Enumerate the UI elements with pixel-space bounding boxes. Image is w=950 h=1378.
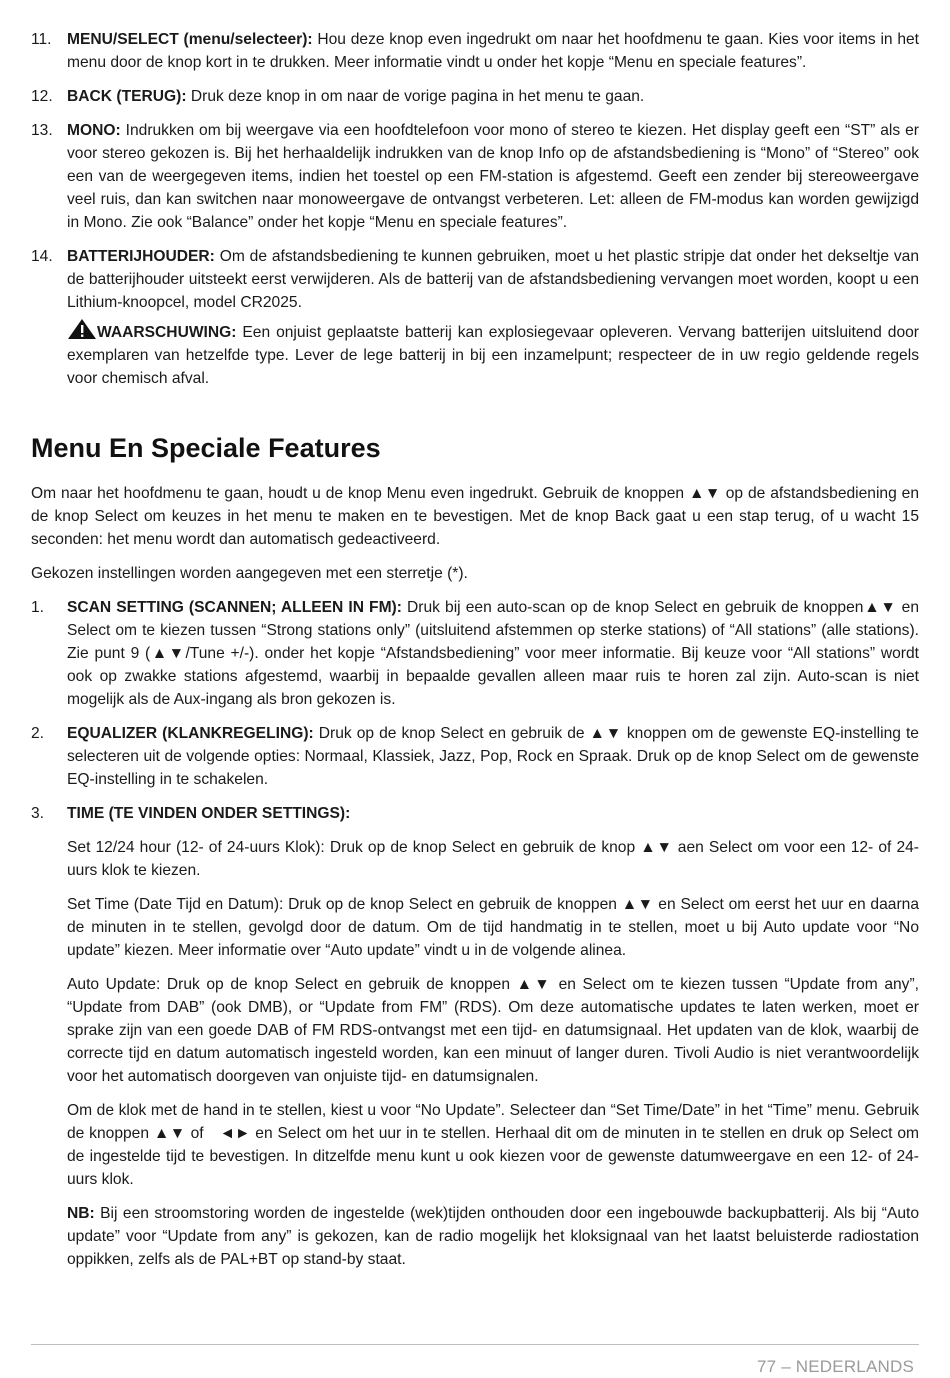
- page-footer: 77 – NEDERLANDS: [756, 1357, 914, 1376]
- item-text: Druk bij een auto-scan op de knop Select en gebruik de knoppen▲▼ en Select om te kiezen tussen “Strong stations only” (uitsluitend afstemmen op sterke stations) of “All stations” (alle stations). Zie punt 9 (▲▼/Tune +/-). onder het kopje “Afstandsbediening” voor meer informatie. Bij keuze voor “All stations” wordt ook op zwakke stations afgestemd, waarbij in bepaalde gevallen alleen maar ruis te horen zal zijn. Auto-scan is niet mogelijk als de Aux-ingang als bron gekozen is.: [67, 599, 919, 708]
- item-label: EQUALIZER (KLANKREGELING):: [67, 725, 314, 742]
- menu-item-equalizer: [31, 722, 919, 791]
- nb-text: Bij een stroomstoring worden de ingestelde (wek)tijden onthouden door een ingebouwde backupbatterij. Als bij “Auto update” voor “Update from any” is gekozen, kan de radio mogelijk het kloksignaal van het laatst beluisterde radiostation oppikken, zelfs als de PAL+BT op stand-by staat.: [67, 1205, 919, 1268]
- item-number: 1.: [31, 599, 45, 616]
- section-title: Menu En Speciale Features: [31, 433, 381, 463]
- item-text: Indrukken om bij weergave via een hoofdtelefoon voor mono of stereo te kiezen. Het display geeft een “ST” als er voor stereo gekozen is. Bij het herhaaldelijk indrukken van de knop Info op de afstandsbediening is “Mono” of “Stereo” ook een van de weergegeven items, indien het toestel op een FM-station is afgestemd. Geeft een zender bij stereoweergave veel ruis, dan kan switchen naar monoweergave de ontvangst verbeteren. Let: alleen de FM-modus kan worden gewijzigd in Mono. Zie ook “Balance” onder het kopje “Menu en speciale features”.: [67, 122, 919, 231]
- manual-text-b: en Select om het uur in te stellen. Herhaal dit om de minuten in te stellen en druk op Select om de ingestelde tijd te bevestigen. In ditzelfde menu kunt u ook kiezen voor de gewenste datumweergave en een 12- of 24-uurs klok.: [67, 1125, 920, 1188]
- left-right-arrows-icon: ◄►: [219, 1125, 251, 1142]
- item-label: MONO:: [67, 122, 121, 139]
- item-text: Om de afstandsbediening te kunnen gebruiken, moet u het plastic stripje dat onder het dekseltje van de batterijhouder uitsteekt eerst verwijderen. Als de batterij van de afstandsbediening vervangen moet worden, koopt u een Lithium-knoopcel, model CR2025.: [67, 248, 919, 311]
- item-number: 13.: [31, 122, 53, 139]
- time-paragraph-auto-update: Auto Update: Druk op de knop Select en gebruik de knoppen ▲▼ en Select om te kiezen tussen “Update from any”, “Update from DAB” (ook DMB), or “Update from FM” (RDS). Om deze automatische updates te laten werken, moet er sprake zijn van een goede DAB of FM RDS-ontvangst met een tijd- en datumsignaal. Het updaten van de klok, waarbij de correcte tijd en datum automatisch ingesteld worden, kan een minuut of langer duren. Tivoli Audio is niet verantwoordelijk voor het automatisch doorgeven van onjuiste tijd- en datumsignalen.: [67, 976, 919, 1085]
- item-number: 11.: [31, 31, 52, 48]
- warning-label: WAARSCHUWING:: [97, 324, 237, 341]
- time-paragraph-manual: [31, 1099, 919, 1191]
- item-label: TIME (TE VINDEN ONDER SETTINGS):: [67, 805, 351, 822]
- nb-paragraph: [31, 1202, 919, 1271]
- item-label: BACK (TERUG):: [67, 88, 187, 105]
- item-number: 3.: [31, 805, 45, 822]
- intro-paragraph: Om naar het hoofdmenu te gaan, houdt u de knop Menu even ingedrukt. Gebruik de knoppen ▲▼ op de afstandsbediening en de knop Select om keuzes in het menu te maken en te bevestigen. Met de knop Back gaat u een stap terug, of u wacht 15 seconden: het menu wordt dan automatisch gedeactiveerd.: [31, 485, 919, 548]
- manual-text-a: Om de klok met de hand in te stellen, kiest u voor “No Update”. Selecteer dan “Set Time/Date” in het “Time” menu. Gebruik de knoppen ▲▼ of: [67, 1102, 919, 1142]
- menu-item-scan-setting: [31, 596, 919, 711]
- starred-note: Gekozen instellingen worden aangegeven met een sterretje (*).: [31, 565, 468, 582]
- item-number: 12.: [31, 88, 53, 105]
- warning-triangle-icon: [67, 318, 97, 340]
- warning-paragraph: [31, 318, 919, 390]
- item-number: 14.: [31, 248, 53, 265]
- item-text: Druk op de knop Select en gebruik de ▲▼ knoppen om de gewenste EQ-instelling te selecteren uit de volgende opties: Normaal, Klassiek, Jazz, Pop, Rock en Spraak. Druk op de knop Select om de gewenste EQ-instelling in te schakelen.: [67, 725, 919, 788]
- warning-text: Een onjuist geplaatste batterij kan explosiegevaar opleveren. Vervang batterijen uitsluitend door exemplaren van hetzelfde type. Lever de lege batterij in bij een inzamelpunt; respecteer de in uw regio geldende regels voor chemisch afval.: [67, 324, 919, 387]
- item-text: Hou deze knop even ingedrukt om naar het hoofdmenu te gaan. Kies voor items in het menu door de knop kort in te drukken. Meer informatie vindt u onder het kopje “Menu en speciale features”.: [67, 31, 919, 71]
- item-label: BATTERIJHOUDER:: [67, 248, 215, 265]
- list-item: [31, 85, 919, 108]
- time-paragraph-set-time: Set Time (Date Tijd en Datum): Druk op de knop Select en gebruik de knoppen ▲▼ en Select om eerst het uur en daarna de minuten in te stellen, gevolgd door de datum. Om de tijd handmatig in te stellen, moet u bij Auto update voor “No update” kiezen. Meer informatie over “Auto update” vindt u in de volgende alinea.: [67, 896, 919, 959]
- menu-item-time: [31, 802, 919, 825]
- item-label: MENU/SELECT (menu/selecteer):: [67, 31, 313, 48]
- list-item: [31, 28, 919, 74]
- list-item: [31, 245, 919, 314]
- list-item: [31, 119, 919, 234]
- document-page: [31, 28, 919, 1282]
- nb-label: NB:: [67, 1205, 95, 1222]
- item-text: Druk deze knop in om naar de vorige pagina in het menu te gaan.: [186, 88, 645, 105]
- footer-divider: [31, 1344, 919, 1345]
- item-label: SCAN SETTING (SCANNEN; ALLEEN IN FM):: [67, 599, 402, 616]
- item-number: 2.: [31, 725, 45, 742]
- time-paragraph-12-24: Set 12/24 hour (12- of 24-uurs Klok): Druk op de knop Select en gebruik de knop ▲▼ aen Select om voor een 12- of 24-uurs klok te kiezen.: [67, 839, 919, 879]
